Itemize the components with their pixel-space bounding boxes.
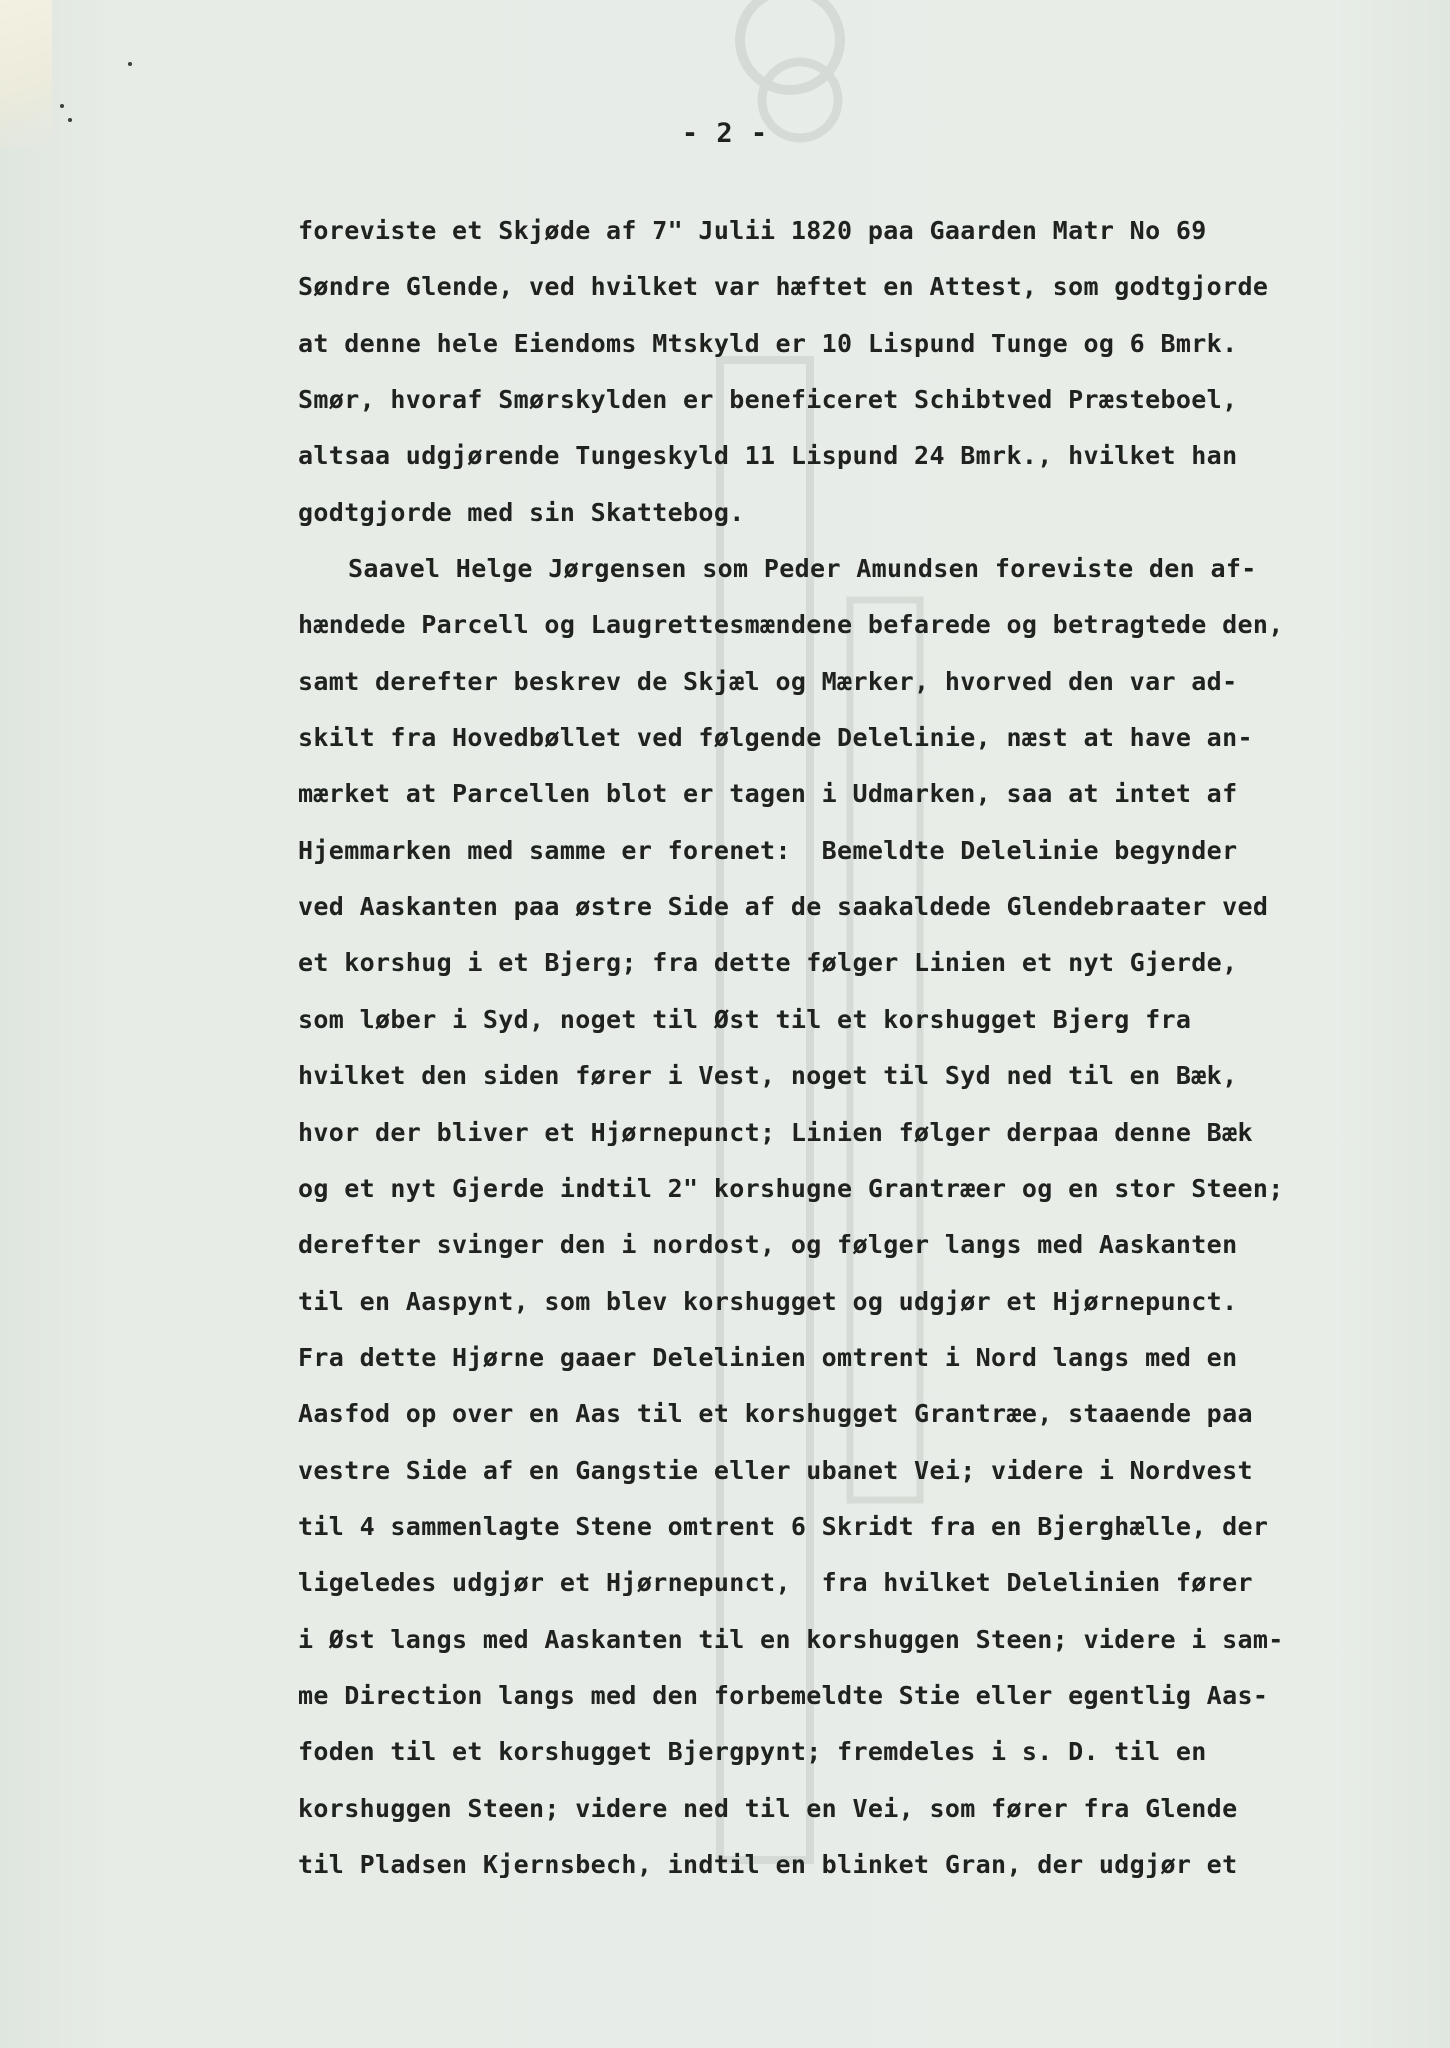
text-line: Fra dette Hjørne gaaer Delelinien omtrent i Nord langs med en xyxy=(298,1342,1238,1372)
text-line: Smør, hvoraf Smørskylden er beneficeret Schibtved Præsteboel, xyxy=(298,385,1238,415)
ink-speck xyxy=(60,104,64,108)
document-body xyxy=(298,203,1428,1893)
text-line: altsaa udgjørende Tungeskyld 11 Lispund 24 Bmrk., hvilket han xyxy=(298,441,1238,471)
text-line: i Øst langs med Aaskanten til en korshuggen Steen; videre i sam- xyxy=(298,1624,1284,1654)
text-line: som løber i Syd, noget til Øst til et korshugget Bjerg fra xyxy=(298,1004,1192,1034)
text-line: skilt fra Hovedbøllet ved følgende Delelinie, næst at have an- xyxy=(298,723,1253,753)
text-line: korshuggen Steen; videre ned til en Vei, som fører fra Glende xyxy=(298,1793,1238,1823)
text-line: mærket at Parcellen blot er tagen i Udmarken, saa at intet af xyxy=(298,779,1238,809)
text-line: foreviste et Skjøde af 7" Julii 1820 paa Gaarden Matr No 69 xyxy=(298,216,1207,245)
page-number: - 2 - xyxy=(681,118,769,149)
text-line: godtgjorde med sin Skattebog. xyxy=(298,497,745,527)
text-line: hvilket den siden fører i Vest, noget til Syd ned til en Bæk, xyxy=(298,1061,1238,1091)
text-line: Saavel Helge Jørgensen som Peder Amundsen foreviste den af- xyxy=(348,554,1257,584)
text-line: til 4 sammenlagte Stene omtrent 6 Skridt fra en Bjerghælle, der xyxy=(298,1511,1269,1541)
text-line: samt derefter beskrev de Skjæl og Mærker, hvorved den var ad- xyxy=(298,666,1238,696)
text-line: til en Aaspynt, som blev korshugget og udgjør et Hjørnepunct. xyxy=(298,1286,1238,1316)
text-line: ved Aaskanten paa østre Side af de saakaldede Glendebraater ved xyxy=(298,892,1269,922)
text-line: et korshug i et Bjerg; fra dette følger Linien et nyt Gjerde, xyxy=(298,948,1238,978)
text-line: at denne hele Eiendoms Mtskyld er 10 Lispund Tunge og 6 Bmrk. xyxy=(298,328,1238,358)
text-line: ligeledes udgjør et Hjørnepunct, fra hvilket Delelinien fører xyxy=(298,1568,1253,1598)
text-line: me Direction langs med den forbemeldte Stie eller egentlig Aas- xyxy=(298,1680,1269,1710)
text-line: og et nyt Gjerde indtil 2" korshugne Grantræer og en stor Steen; xyxy=(298,1173,1284,1203)
ink-speck xyxy=(128,62,132,66)
text-line: Hjemmarken med samme er forenet: Bemeldte Delelinie begynder xyxy=(298,835,1238,865)
text-line: foden til et korshugget Bjergpynt; fremdeles i s. D. til en xyxy=(298,1737,1207,1767)
text-line: Aasfod op over en Aas til et korshugget Grantræe, staaende paa xyxy=(298,1399,1253,1429)
text-line: vestre Side af en Gangstie eller ubanet Vei; videre i Nordvest xyxy=(298,1455,1253,1485)
text-line: til Pladsen Kjernsbech, indtil en blinket Gran, der udgjør et xyxy=(298,1849,1238,1879)
text-line: hvor der bliver et Hjørnepunct; Linien følger derpaa denne Bæk xyxy=(298,1117,1253,1147)
text-line: derefter svinger den i nordost, og følger langs med Aaskanten xyxy=(298,1230,1238,1260)
text-line: hændede Parcell og Laugrettesmændene befarede og betragtede den, xyxy=(298,610,1284,640)
text-line: Søndre Glende, ved hvilket var hæftet en Attest, som godtgjorde xyxy=(298,272,1269,302)
